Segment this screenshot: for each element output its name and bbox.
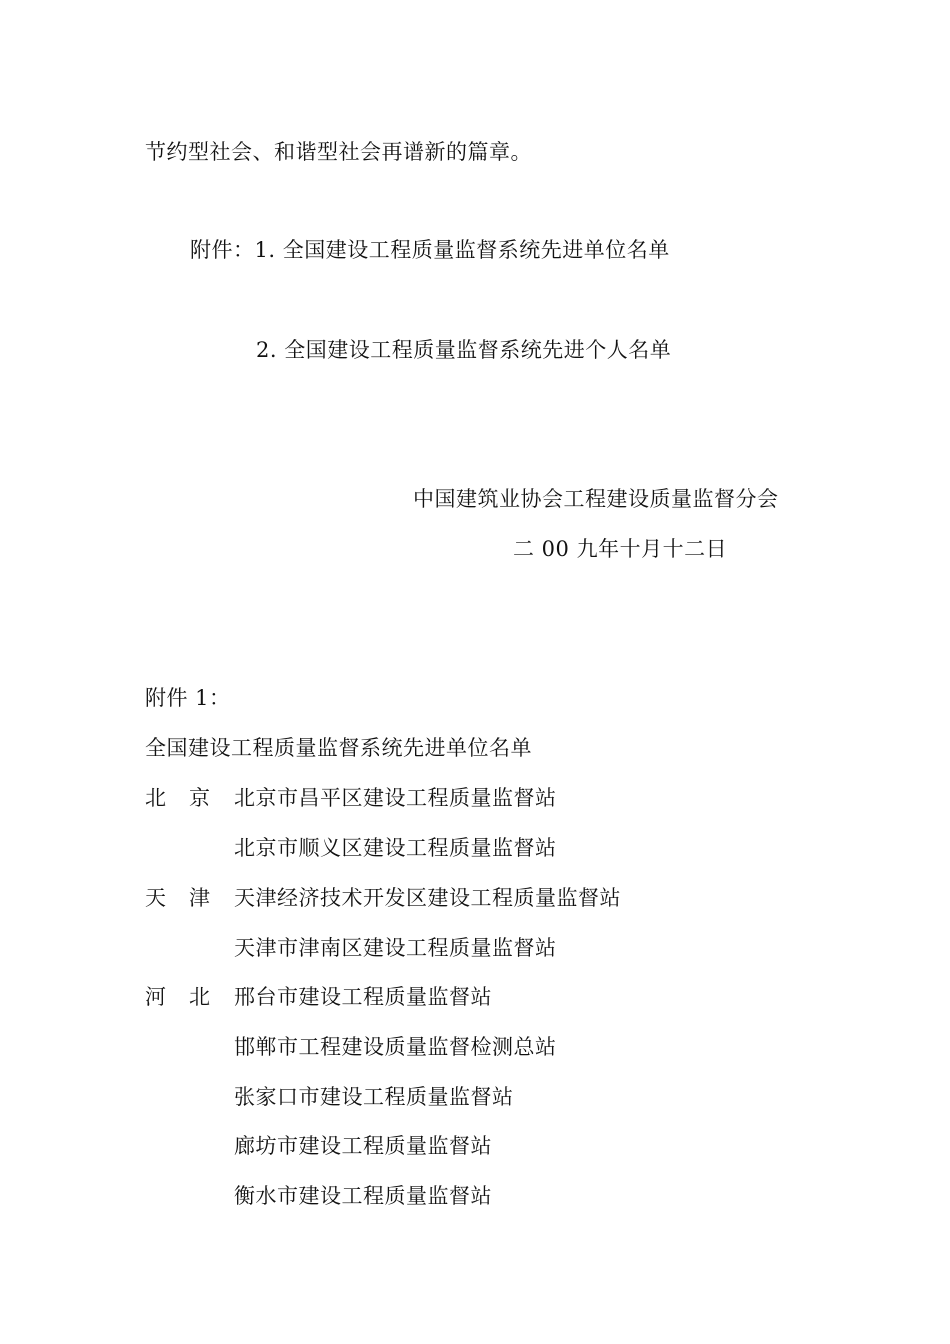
- region-char: 北: [145, 786, 166, 810]
- signature-date: 二 00 九年十月十二日: [513, 537, 728, 561]
- region-char: 北: [189, 985, 210, 1009]
- attachment-item-2: 2. 全国建设工程质量监督系统先进个人名单: [256, 338, 672, 362]
- unit-list-item: 北京市顺义区建设工程质量监督站: [234, 836, 557, 860]
- unit-list-item: 邯郸市工程建设质量监督检测总站: [234, 1035, 557, 1059]
- region-char: 天: [145, 886, 166, 910]
- unit-list-item: 衡水市建设工程质量监督站: [234, 1184, 492, 1208]
- attachment-item-1: 1. 全国建设工程质量监督系统先进单位名单: [254, 238, 670, 262]
- attachments-line-1: [190, 237, 670, 263]
- region-char: 津: [189, 886, 210, 910]
- unit-list-item: 张家口市建设工程质量监督站: [234, 1085, 514, 1109]
- signature-organization: 中国建筑业协会工程建设质量监督分会: [413, 487, 779, 511]
- attachments-label: 附件：: [190, 238, 255, 262]
- closing-paragraph: 节约型社会、和谐型社会再谱新的篇章。: [145, 140, 532, 164]
- unit-list-item: 北京市昌平区建设工程质量监督站: [234, 786, 557, 810]
- attachment1-title: 全国建设工程质量监督系统先进单位名单: [145, 736, 532, 760]
- region-char: 京: [189, 786, 210, 810]
- unit-list-item: 天津经济技术开发区建设工程质量监督站: [234, 886, 621, 910]
- unit-list-item: 天津市津南区建设工程质量监督站: [234, 936, 557, 960]
- attachment1-heading: 附件 1：: [145, 686, 231, 710]
- unit-list-item: 邢台市建设工程质量监督站: [234, 985, 492, 1009]
- unit-list-item: 廊坊市建设工程质量监督站: [234, 1134, 492, 1158]
- region-char: 河: [145, 985, 166, 1009]
